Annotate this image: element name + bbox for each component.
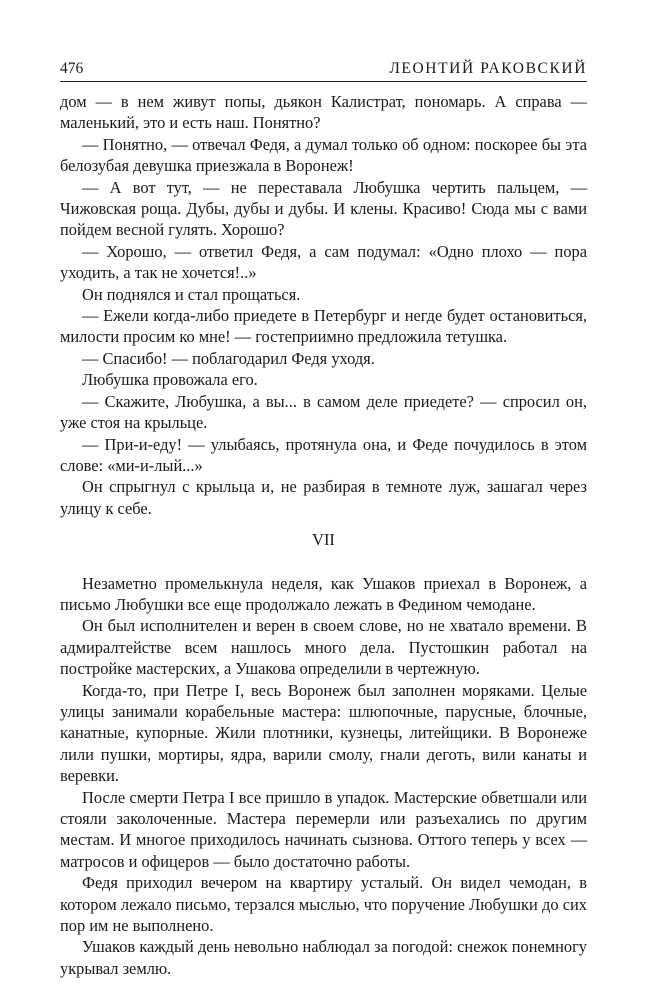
- paragraph: Когда-то, при Петре I, весь Воронеж был заполнен моряками. Целые улицы занимали корабельные мастера: шлюпочные, парусные, блочные, канатные, купорные. Жили плотники, кузнецы, литейщики. В Воронеже лили пушки, мортиры, ядра, варили смолу, гнали деготь, вили канаты и веревки.: [60, 680, 587, 786]
- paragraph: Ушаков каждый день невольно наблюдал за погодой: снежок понемногу укрывал землю.: [60, 937, 587, 978]
- book-page: [60, 52, 587, 979]
- paragraph: — А вот тут, — не переставала Любушка чертить пальцем, — Чижовская роща. Дубы, дубы и дубы. И клены. Красиво! Сюда мы с вами пойдем весной гулять. Хорошо?: [60, 177, 587, 240]
- paragraph: — Понятно, — отвечал Федя, а думал только об одном: поскорее бы эта белозубая девушка приезжала в Воронеж!: [60, 134, 587, 176]
- paragraph: Федя приходил вечером на квартиру усталый. Он видел чемодан, в котором лежало письмо, терзался мыслью, что поручение Любушки до сих пор им не выполнено.: [60, 873, 587, 936]
- paragraph: — При-и-еду! — улыбаясь, протянула она, и Феде почудилось в этом слове: «ми-и-лый...»: [60, 434, 587, 475]
- paragraph: После смерти Петра I все пришло в упадок. Мастерские обветшали или стояли заколоченные. Мастера перемерли или разъехались по другим местам. И многое приходилось начинать сызнова. Оттого теперь у всех — матросов и офицеров — было достаточно работы.: [60, 787, 587, 871]
- paragraph: — Ежели когда-либо приедете в Петербург и негде будет остановиться, милости просим ко мне! — гостеприимно предложила тетушка.: [60, 306, 587, 347]
- paragraph: — Хорошо, — ответил Федя, а сам подумал: «Одно плохо — пора уходить, а так не хочется!..»: [60, 241, 587, 283]
- paragraph: дом — в нем живут попы, дьякон Калистрат, пономарь. А справа — маленький, это и есть наш. Понятно?: [60, 92, 587, 133]
- paragraph: Незаметно промелькнула неделя, как Ушаков приехал в Воронеж, а письмо Любушки все еще продолжало лежать в Федином чемодане.: [60, 573, 587, 614]
- running-header: [60, 52, 587, 82]
- paragraph: — Спасибо! — поблагодарил Федя уходя.: [82, 348, 375, 368]
- paragraph: — Скажите, Любушка, а вы... в самом деле приедете? — спросил он, уже стоя на крыльце.: [60, 391, 587, 433]
- page-number: 476: [60, 60, 84, 77]
- paragraph: Он поднялся и стал прощаться.: [82, 284, 301, 304]
- page-body: [60, 91, 587, 979]
- paragraph: Он спрыгнул с крыльца и, не разбирая в темноте луж, зашагал через улицу к себе.: [60, 477, 587, 518]
- paragraph: Он был исполнителен и верен в своем слове, но не хватало времени. В адмиралтействе всем нашлось много дела. Пустошкин работал на постройке мастерских, а Ушакова определили в чертежную.: [60, 616, 587, 679]
- running-title: ЛЕОНТИЙ РАКОВСКИЙ: [389, 60, 587, 77]
- chapter-heading: VII: [312, 530, 335, 550]
- paragraph: Любушка провожала его.: [82, 370, 258, 390]
